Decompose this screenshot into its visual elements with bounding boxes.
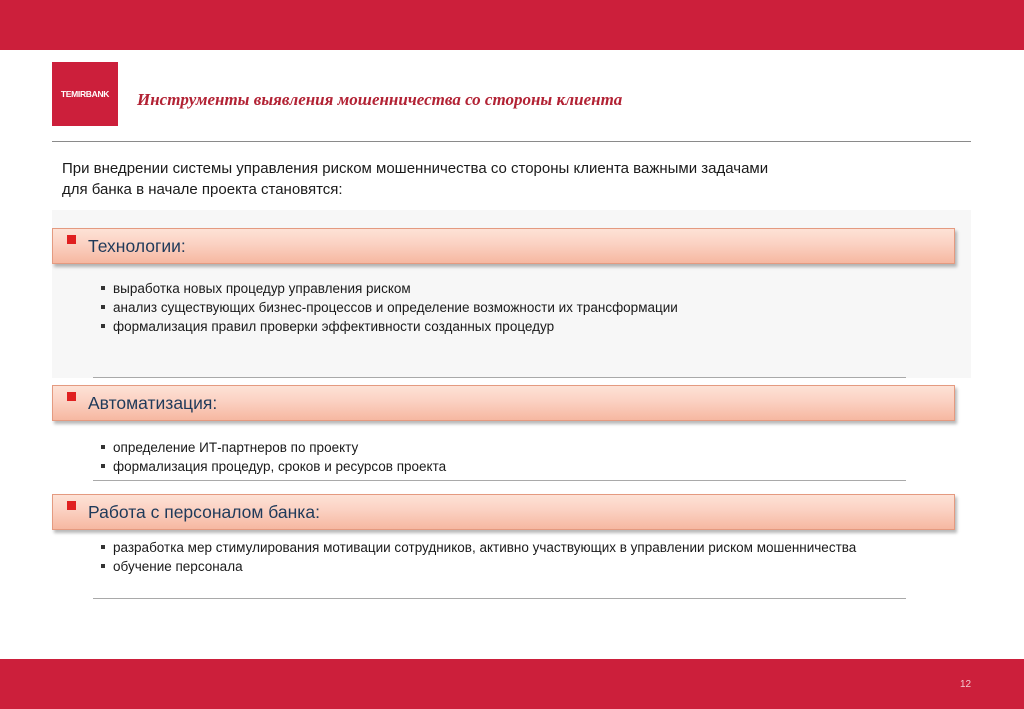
list-item: выработка новых процедур управления риском xyxy=(101,279,881,298)
list-item: анализ существующих бизнес-процессов и определение возможности их трансформации xyxy=(101,298,881,317)
section-divider xyxy=(93,480,906,481)
section-divider xyxy=(93,377,906,378)
section-header-automation xyxy=(52,385,955,421)
page-number: 12 xyxy=(960,679,972,690)
bullet-square-icon xyxy=(67,392,76,401)
bullet-square-icon xyxy=(67,235,76,244)
temirbank-logo xyxy=(52,62,118,126)
section-list-automation xyxy=(101,438,881,476)
intro-line-2: для банка в начале проекта становятся: xyxy=(62,181,343,198)
list-item: определение ИТ-партнеров по проекту xyxy=(101,438,881,457)
section-label: Автоматизация: xyxy=(88,393,218,413)
list-item: формализация правил проверки эффективности созданных процедур xyxy=(101,317,881,336)
section-header-technologies xyxy=(52,228,955,264)
intro-line-1: При внедрении системы управления риском мошенничества со стороны клиента важными задачами xyxy=(62,160,769,177)
list-item: обучение персонала xyxy=(101,557,871,576)
section-divider xyxy=(93,598,906,599)
section-label: Работа с персоналом банка: xyxy=(88,502,320,522)
section-list-technologies xyxy=(101,279,881,336)
page-title: Инструменты выявления мошенничества со стороны клиента xyxy=(137,90,623,109)
section-label: Технологии: xyxy=(88,236,186,256)
logo-text: TEMIRBANK xyxy=(60,89,110,99)
bullet-square-icon xyxy=(67,501,76,510)
intro-text xyxy=(62,158,962,200)
section-header-personnel xyxy=(52,494,955,530)
section-list-personnel xyxy=(101,538,871,576)
list-item: разработка мер стимулирования мотивации сотрудников, активно участвующих в управлении риском мошенничества xyxy=(101,538,871,557)
list-item: формализация процедур, сроков и ресурсов проекта xyxy=(101,457,881,476)
bottom-red-band xyxy=(0,659,1024,709)
title-divider xyxy=(52,141,971,142)
top-red-band xyxy=(0,0,1024,50)
